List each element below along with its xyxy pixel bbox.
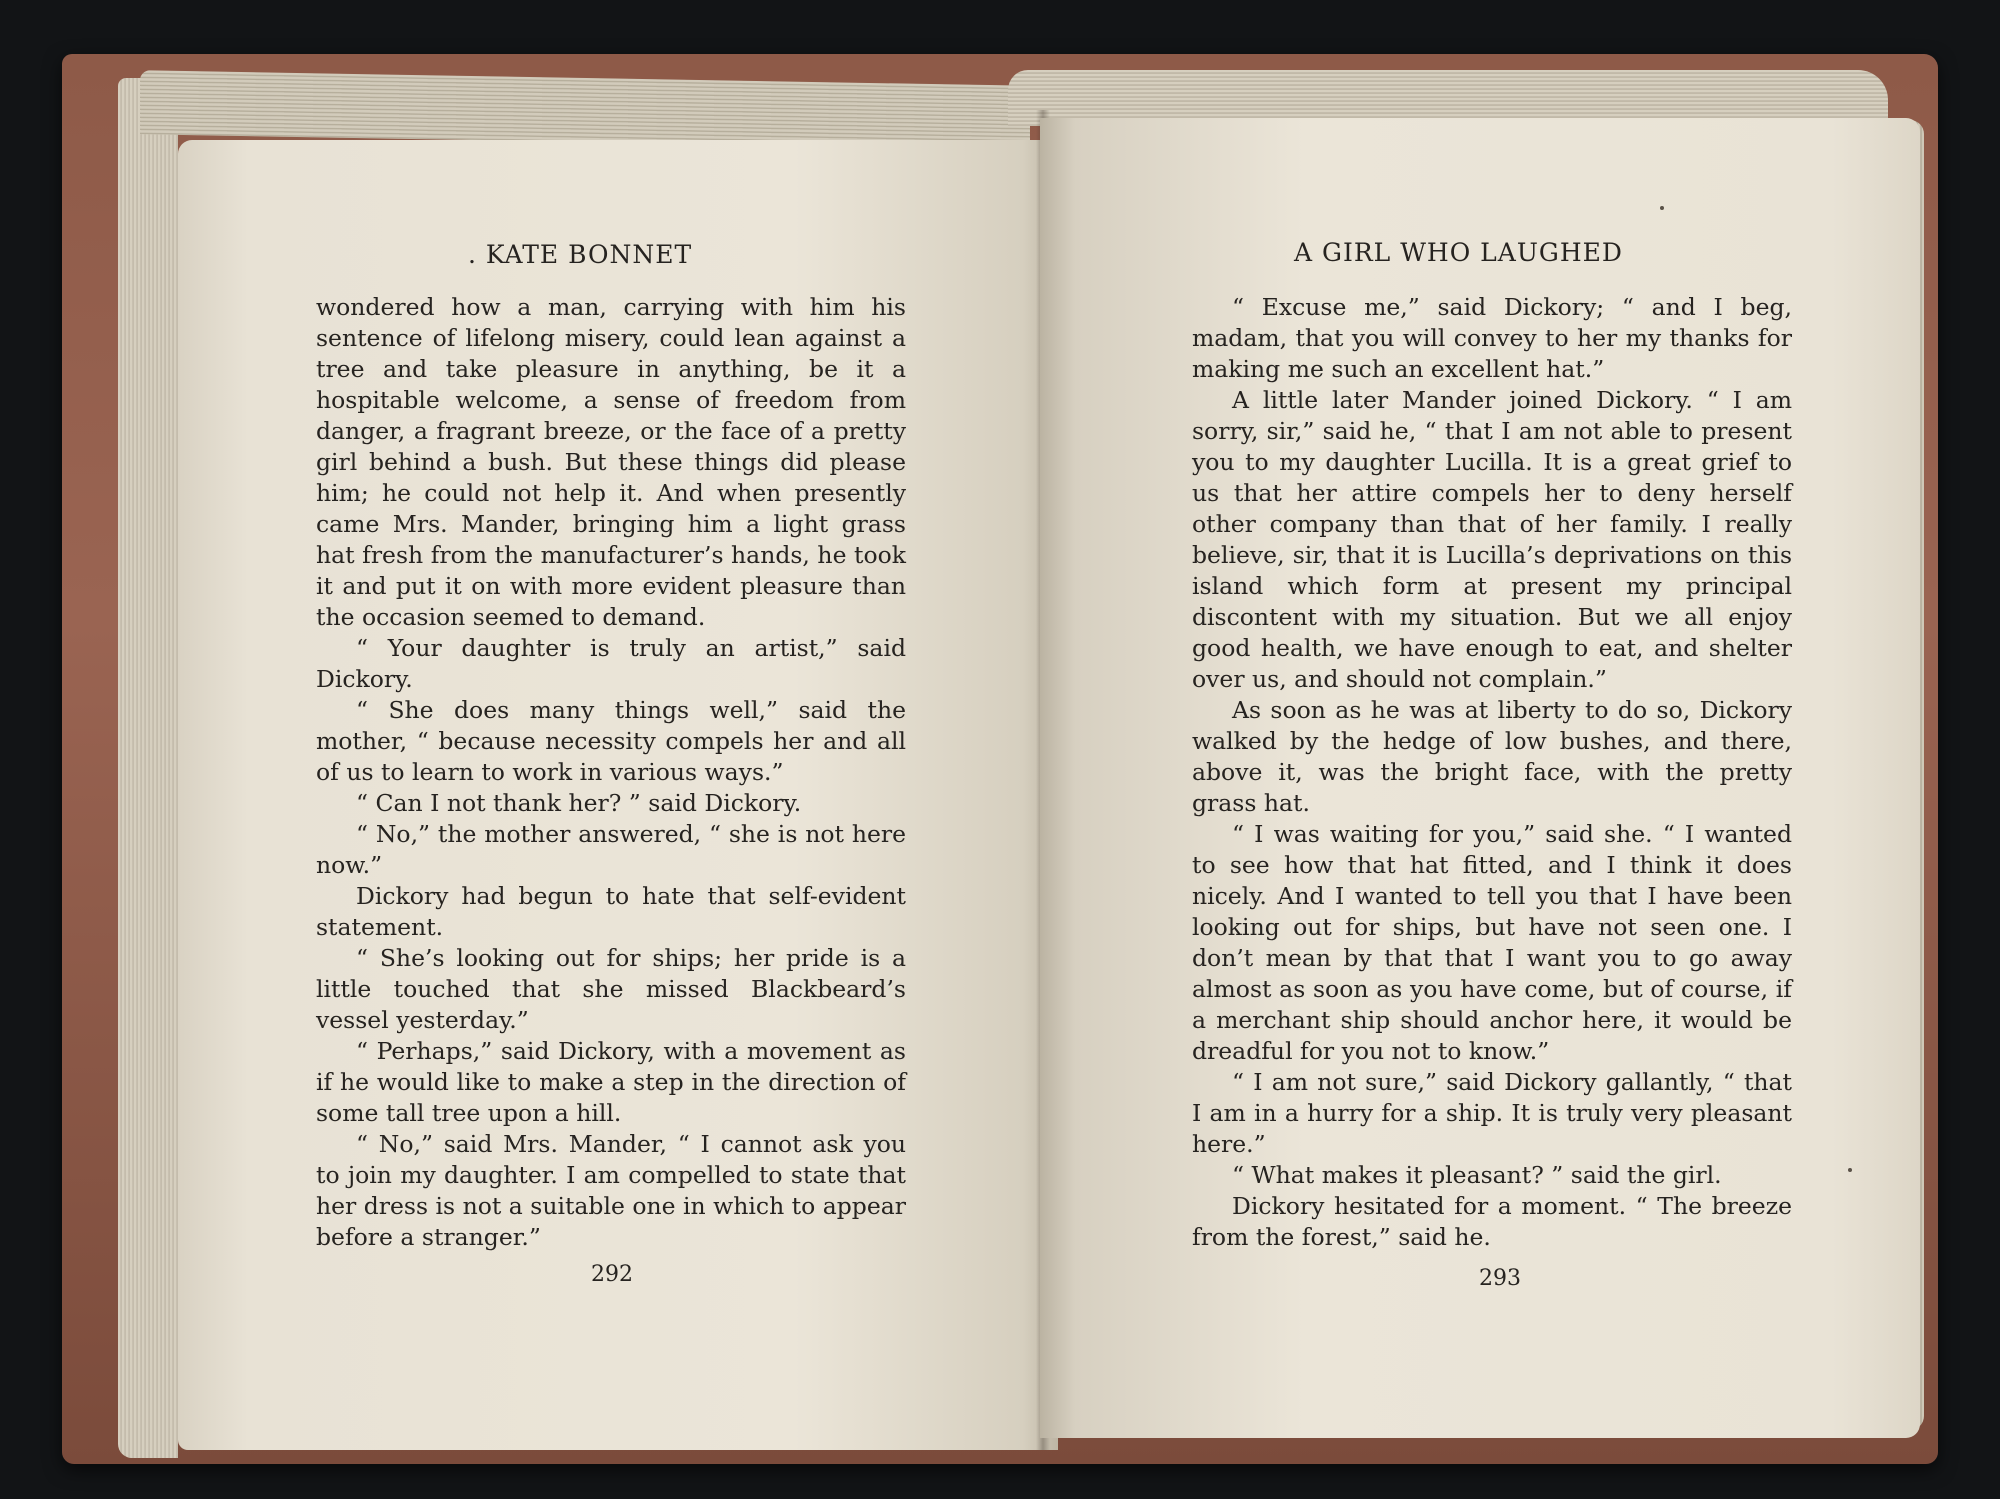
paper-speck xyxy=(1660,206,1664,210)
right-page-text xyxy=(1192,292,1792,1253)
paragraph: “ Can I not thank her? ” said Dickory. xyxy=(356,789,802,817)
paragraph: Dickory had begun to hate that self-evident statement. xyxy=(316,882,906,941)
paragraph: “ No,” the mother answered, “ she is not here now.” xyxy=(316,820,906,879)
paragraph: wondered how a man, carrying with him his sentence of lifelong misery, could lean against a tree and take pleasure in anything, be it a hospitable welcome, a sense of freedom from danger, a fragrant breeze, or the face of a pretty girl behind a bush. But these things did please him; he could not help it. And when presently came Mrs. Mander, bringing him a light grass hat fresh from the manufacturer’s hands, he took it and put it on with more evident pleasure than the occasion seemed to demand. xyxy=(316,293,906,631)
paragraph: A little later Mander joined Dickory. “ I am sorry, sir,” said he, “ that I am not able to present you to my daughter Lucilla. It is a great grief to us that her attire compels her to deny herself other company than that of her family. I really believe, sir, that it is Lucilla’s deprivations on this island which form at present my principal discontent with my situation. But we all enjoy good health, we have enough to eat, and shelter over us, and should not complain.” xyxy=(1192,386,1792,693)
right-running-head: A GIRL WHO LAUGHED xyxy=(1294,238,1623,267)
paragraph: “ Perhaps,” said Dickory, with a movement as if he would like to make a step in the direction of some tall tree upon a hill. xyxy=(316,1037,906,1127)
left-page xyxy=(178,140,1058,1450)
left-page-edges xyxy=(118,78,178,1458)
paragraph: “ No,” said Mrs. Mander, “ I cannot ask you to join my daughter. I am compelled to state that her dress is not a suitable one in which to appear before a stranger.” xyxy=(316,1130,906,1251)
left-page-number: 292 xyxy=(591,1262,633,1287)
paragraph: Dickory hesitated for a moment. “ The breeze from the forest,” said he. xyxy=(1192,1192,1792,1251)
paragraph: “ Excuse me,” said Dickory; “ and I beg, madam, that you will convey to her my thanks for making me such an excellent hat.” xyxy=(1192,293,1792,383)
paragraph: “ She’s looking out for ships; her pride is a little touched that she missed Blackbeard’s vessel yesterday.” xyxy=(316,944,906,1034)
left-page-text xyxy=(316,292,906,1253)
paper-speck xyxy=(1848,1168,1852,1172)
right-page xyxy=(1040,118,1920,1438)
paragraph: “ I was waiting for you,” said she. “ I wanted to see how that hat fitted, and I think it does nicely. And I wanted to tell you that I have been looking out for ships, but have not seen one. I don’t mean by that that I want you to go away almost as soon as you have come, but of course, if a merchant ship should anchor here, it would be dreadful for you not to know.” xyxy=(1192,820,1792,1065)
paragraph: As soon as he was at liberty to do so, Dickory walked by the hedge of low bushes, and there, above it, was the bright face, with the pretty grass hat. xyxy=(1192,696,1792,817)
right-page-number: 293 xyxy=(1479,1266,1521,1291)
paragraph: “ Your daughter is truly an artist,” said Dickory. xyxy=(316,634,906,693)
paragraph: “ I am not sure,” said Dickory gallantly, “ that I am in a hurry for a ship. It is truly very pleasant here.” xyxy=(1192,1068,1792,1158)
left-running-head: . KATE BONNET xyxy=(468,240,693,269)
paragraph: “ She does many things well,” said the mother, “ because necessity compels her and all of us to learn to work in various ways.” xyxy=(316,696,906,786)
paragraph: “ What makes it pleasant? ” said the girl. xyxy=(1232,1161,1722,1189)
